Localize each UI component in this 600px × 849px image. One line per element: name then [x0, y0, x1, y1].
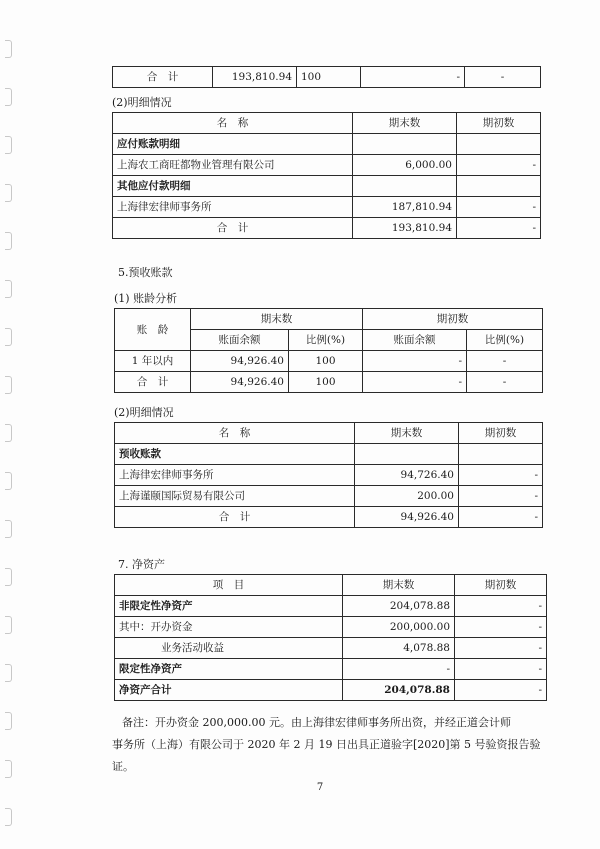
table-header-row: 名 称 期末数 期初数: [113, 113, 541, 134]
aging-heading: (1) 账龄分析: [114, 292, 178, 305]
table-row: 预收账款: [115, 444, 543, 465]
table-row: 1 年以内 94,926.40 100 - -: [115, 351, 543, 372]
table-row: 其他应付款明细: [113, 176, 541, 197]
table-row: 上海农工商旺都物业管理有限公司 6,000.00 -: [113, 155, 541, 176]
page-number: 7: [316, 782, 324, 793]
table-header-row: 项 目 期末数 期初数: [115, 575, 547, 596]
table-total-row: 合 计 193,810.94 -: [113, 218, 541, 239]
note-line: 证。: [112, 760, 134, 773]
table-row: 限定性净资产 - -: [115, 659, 547, 680]
receipts-detail-heading: (2)明细情况: [114, 406, 174, 419]
net-assets-table: [114, 574, 547, 701]
note-paragraph: [112, 712, 556, 778]
payables-detail-table: [112, 112, 541, 239]
table-header-row: 账面余额 比例(%) 账面余额 比例(%): [115, 330, 543, 351]
table-row: 上海谨颐国际贸易有限公司 200.00 -: [115, 486, 543, 507]
table-row: 非限定性净资产 204,078.88 -: [115, 596, 547, 617]
table-row: 上海律宏律师事务所 94,726.40 -: [115, 465, 543, 486]
table-total-row: 合 计 94,926.40 100 - -: [115, 372, 543, 393]
aging-table: [114, 308, 543, 393]
table-header-row: 名 称 期末数 期初数: [115, 423, 543, 444]
section5-title: 5.预收账款: [118, 266, 173, 279]
table-total-row: 净资产合计 204,078.88 -: [115, 680, 547, 701]
note-line: 事务所（上海）有限公司于 2020 年 2 月 19 日出具正道验字[2020]第 5 号验资报告验: [112, 738, 541, 751]
table-row: 应付账款明细: [113, 134, 541, 155]
payables-heading: (2)明细情况: [112, 96, 172, 109]
note-line: 备注：开办资金 200,000.00 元。由上海律宏律师事务所出资，并经正道会计师: [122, 716, 511, 729]
table-row: 合 计 193,810.94 100 - -: [113, 67, 541, 88]
table-total-row: 合 计 94,926.40 -: [115, 507, 543, 528]
table-row: 其中：开办资金 200,000.00 -: [115, 617, 547, 638]
table-row: 业务活动收益 4,078.88 -: [115, 638, 547, 659]
top-total-table: [112, 66, 541, 88]
section7-title: 7. 净资产: [118, 558, 165, 571]
receipts-detail-table: [114, 422, 543, 528]
table-header-row: 账 龄 期末数 期初数: [115, 309, 543, 330]
total-label: 合 计: [113, 67, 213, 88]
table-row: 上海律宏律师事务所 187,810.94 -: [113, 197, 541, 218]
